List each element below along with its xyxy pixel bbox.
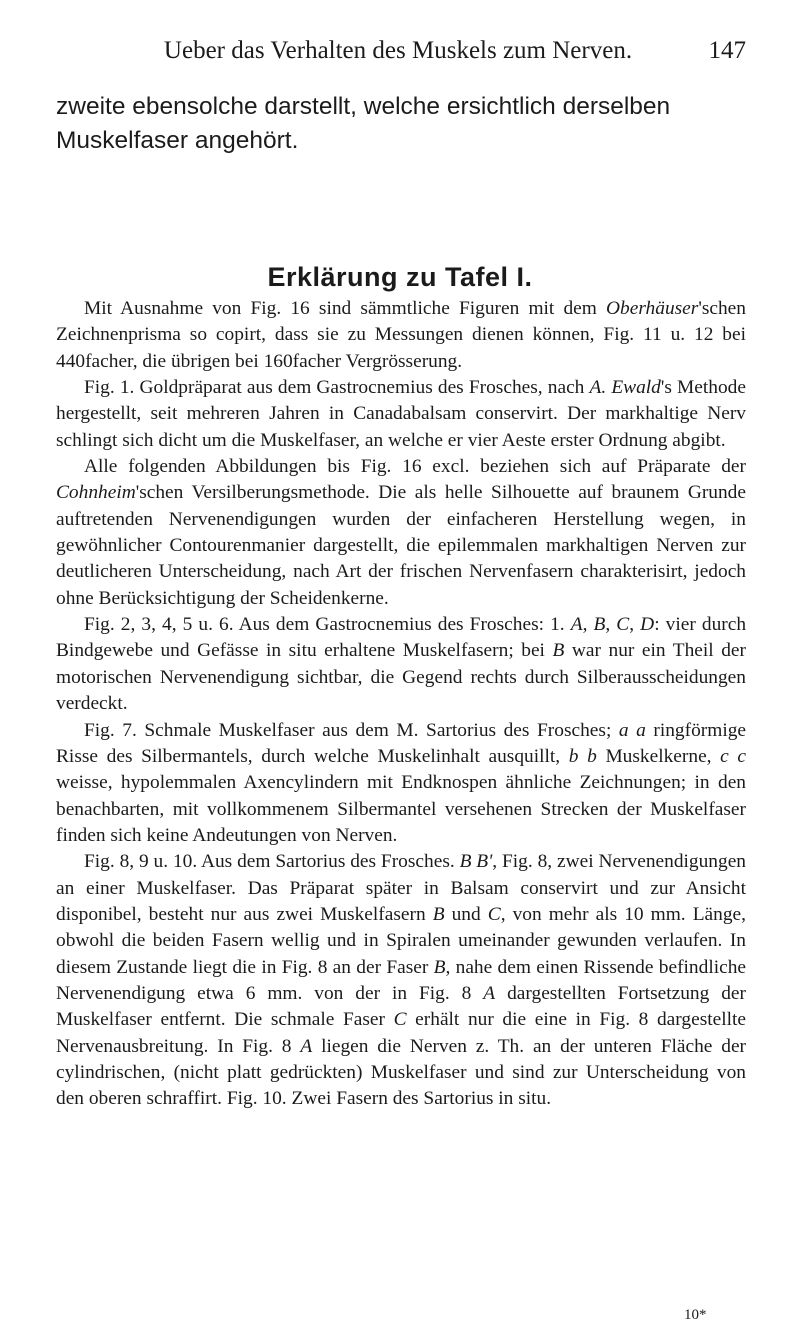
italic-run: B	[593, 614, 606, 636]
italic-run: C	[487, 903, 501, 925]
italic-run: C	[616, 614, 630, 636]
italic-run: Oberhäuser	[606, 298, 699, 319]
paragraph: Fig. 1. Goldpräparat aus dem Gastrocnemius des Frosches, nach A. Ewald's Methode hergestellt, seit mehreren Jahren in Canadabalsam conservirt. Der markhaltige Nerv schlingt sich dicht um die Muskelfaser, an welche er vier Aeste erster Ordnung abgibt.	[56, 377, 746, 451]
italic-run: A	[483, 982, 496, 1004]
running-head	[0, 34, 800, 68]
italic-run: B	[552, 640, 565, 662]
running-head-title: Ueber das Verhalten des Muskels zum Nerven.	[163, 37, 633, 64]
italic-run: B	[433, 956, 446, 978]
italic-run: b b	[568, 745, 597, 767]
paragraph: Fig. 7. Schmale Muskelfaser aus dem M. Sartorius des Frosches; a a ringförmige Risse des Silbermantels, durch welche Muskelinhalt ausquillt, b b Muskelkerne, c c weisse, hypolemmalen Axencylindern mit Endknospen ähnliche Zeichnungen; in den benachbarten, mit vollkommenem Silbermantel versehenen Strecken der Muskelfaser finden sich keine Andeutungen von Nerven.	[56, 719, 747, 846]
explanation-body	[56, 296, 746, 1113]
paragraph: Fig. 8, 9 u. 10. Aus dem Sartorius des Frosches. B B', Fig. 8, zwei Nervenendigungen an einer Muskelfaser. Das Präparat später in Balsam conservirt und zur Ansicht disponibel, besteht nur aus zwei Muskelfasern B und C, von mehr als 10 mm. Länge, obwohl die beiden Fasern wellig und in Spiralen umeinander gewunden verlaufen. In diesem Zustande liegt die in Fig. 8 an der Faser B, nahe dem einen Rissende befindliche Nervenendigung etwa 6 mm. von der in Fig. 8 A dargestellten Fortsetzung der Muskelfaser entfernt. Die schmale Faser C erhält nur die eine in Fig. 8 dargestellte Nervenausbreitung. In Fig. 8 A liegen die Nerven z. Th. an der unteren Fläche der cylindrischen, (nicht platt gedrückten) Muskelfaser und sind zur Unterscheidung von den oberen schraffirt. Fig. 10. Zwei Fasern des Sartorius in situ.	[56, 851, 747, 1110]
paragraph: Mit Ausnahme von Fig. 16 sind sämmtliche Figuren mit dem Oberhäuser'schen Zeichnenprisma so copirt, dass sie zu Messungen dienen können, Fig. 11 u. 12 bei 440facher, die übrigen bei 160facher Vergrösserung.	[56, 298, 746, 372]
italic-run: C	[393, 1009, 407, 1031]
italic-run: Cohnheim	[56, 482, 136, 504]
italic-run: c c	[720, 745, 746, 767]
paragraph: Alle folgenden Abbildungen bis Fig. 16 excl. beziehen sich auf Präparate der Cohnheim'schen Versilberungsmethode. Die als helle Silhouette auf braunem Grunde auftretenden Nervenendigungen wurden der einfacheren Herstellung wegen, in gewöhnlicher Contourenmanier dargestellt, die epilemmalen markhaltigen Nerven zur deutlicheren Unterscheidung, nach Art der frischen Nervenfasern charakterisirt, jedoch ohne Berücksichtigung der Scheidenkerne.	[56, 456, 746, 609]
italic-run: A	[570, 614, 583, 636]
signature-mark: 10*	[684, 1307, 707, 1323]
italic-run: B	[432, 903, 445, 925]
italic-run: A. Ewald	[589, 377, 661, 399]
paragraph: Fig. 2, 3, 4, 5 u. 6. Aus dem Gastrocnemius des Frosches: 1. A, B, C, D: vier durch Bindgewebe und Gefässe in situ erhaltene Muskelfasern; bei B war nur ein Theil der motorischen Nervenendigung sichtbar, die Gegend rechts durch Silberausscheidungen verdeckt.	[56, 614, 747, 715]
intro-paragraph: zweite ebensolche darstellt, welche ersichtlich derselben Muskelfaser angehört.	[56, 93, 671, 154]
italic-run: B B'	[459, 851, 493, 873]
italic-run: D	[640, 614, 655, 636]
section-title: Erklärung zu Tafel I.	[267, 262, 533, 292]
page-number: 147	[708, 37, 746, 64]
italic-run: A	[300, 1035, 313, 1057]
italic-run: a a	[618, 719, 646, 741]
